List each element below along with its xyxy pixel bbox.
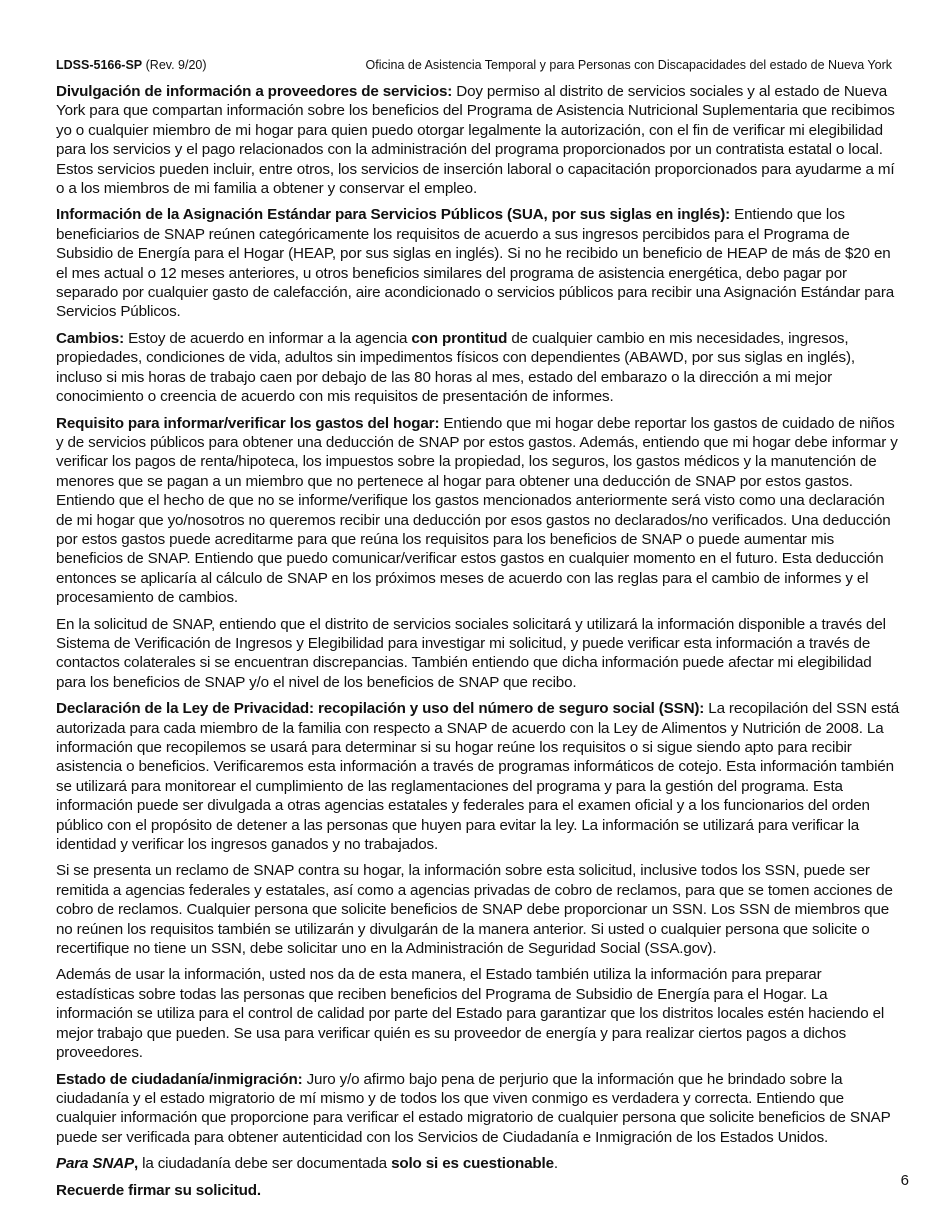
changes-heading: Cambios: [56,329,124,347]
disclosure-heading: Divulgación de información a proveedores de servicios: [56,83,453,100]
form-identifier [56,57,207,73]
statistics-paragraph: Además de usar la información, usted nos da de esta manera, el Estado también utiliza la información para preparar estadísticas sobre todas las personas que reciben beneficios del Programa de Subsidio de Energía para el Hogar. La información se utiliza para el control de calidad por parte del Estado para garantizar que los distritos locales estén haciendo el mejor trabajo que pueden. Se usa para verificar quién es su proveedor de energía y para realizar ciertos pagos a dichos proveedores. [56,966,885,1062]
changes-paragraph [56,329,902,407]
disclosure-paragraph [56,82,902,198]
snap-note-paragraph [56,1154,902,1173]
snap-note-text: la ciudadanía debe ser documentada [138,1155,392,1173]
changes-text-start: Estoy de acuerdo en informar a la agencia [124,329,412,347]
document-body [56,82,902,1207]
citizenship-heading: Estado de ciudadanía/inmigración: [56,1070,303,1088]
snap-note-lead-text: Para SNAP [56,1155,134,1173]
agency-name: Oficina de Asistencia Temporal y para Personas con Discapacidades del estado de Nueva York [365,58,892,72]
household-expenses-heading: Requisito para informar/verificar los gastos del hogar: [56,414,440,432]
disclosure-text: Doy permiso al distrito de servicios sociales y al estado de Nueva York para que compartan información sobre los beneficios del Programa de Asistencia Nutricional Suplementaria que recibimos yo o cualquier miembro de mi hogar para quien puedo otorgar legalmente la autorización, con el fin de verificar mi elegibilidad para los servicios y el pago relacionados con la administración del programa proporcionados por un contratista estatal o local. Estos servicios pueden incluir, entre otros, los servicios de inserción laboral o capacitación proporcionados para ayudarme a mí o a los miembros de mi familia a obtener y conservar el empleo. [56,83,895,198]
verification-paragraph: En la solicitud de SNAP, entiendo que el distrito de servicios sociales solicitará y utilizará la información disponible a través del Sistema de Verificación de Ingresos y Elegibilidad para investigar mi solicitud, y puede verificar esta información a través de contactos colaterales si se encuentran discrepancias. También entiendo que dicha información puede afectar mi elegibilidad para los beneficios de SNAP y/o el nivel de los beneficios de SNAP que recibo. [56,615,886,691]
page-number: 6 [900,1172,909,1189]
household-expenses-text: Entiendo que mi hogar debe reportar los gastos de cuidado de niños y de servicios públicos para obtener una deducción de SNAP por estos gastos. Además, entiendo que mi hogar debe informar y verificar los pagos de renta/hipoteca, los impuestos sobre la propiedad, los seguros, los gastos médicos y la manutención de menores que se pagan a un miembro que no pertenece al hogar para obtener una deducción de SNAP por estos gastos. Entiendo que el hecho de que no se informe/verifique los gastos mencionados anteriormente será visto como una declaración de mi hogar que yo/nosotros no queremos recibir una deducción por esos gastos no declarados/no verificados. Una deducción por estos gastos puede acreditarme para que reúna los requisitos para los beneficios de SNAP o puede aumentar mis beneficios de SNAP. Entiendo que puedo comunicar/verificar estos gastos en cualquier momento en el futuro. Esta deducción entonces se aplicaría al cálculo de SNAP en los próximos meses de acuerdo con las reglas para el cambio de informes y el procesamiento de cambios. [56,414,898,607]
changes-emphasis: con prontitud [411,329,508,347]
snap-note-lead [56,1155,138,1172]
sua-heading: Información de la Asignación Estándar para Servicios Públicos (SUA, por sus siglas en inglés): [56,206,731,224]
claims-paragraph: Si se presenta un reclamo de SNAP contra su hogar, la información sobre esta solicitud, inclusive todos los SSN, puede ser remitida a agencias federales y estatales, así como a agencias privadas de cobro de reclamos, para que se tomen acciones de cobro de reclamos. Cualquier persona que solicite beneficios de SNAP debe proporcionar un SSN. Los SSN de miembros que no reúnen los requisitos también se utilizarán y divulgarán de la manera anterior. Si usted o cualquier persona que solicite o recertifique no tiene un SSN, debe solicitar uno en la Administración de Seguridad Social (SSA.gov). [56,862,893,958]
sua-paragraph [56,205,902,321]
privacy-text: La recopilación del SSN está autorizada para cada miembro de la familia con respecto a SNAP de acuerdo con la Ley de Alimentos y Nutrición de 2008. La información que recopilemos se usará para determinar si su hogar reúne los requisitos o si sigue siendo apto para recibir asistencia o beneficios. Verificaremos esta información a través de programas informáticos de cotejo. Esta información también se utilizará para monitorear el cumplimiento de las reglamentaciones del programa y para la gestión del programa. Esta información puede ser divulgada a otras agencias estatales y federales para el examen oficial y a los funcionarios del orden público con el propósito de detener a las personas que huyen para evitar la ley. La información se utilizará para verificar la identidad y verificar los ingresos ganados y no trabajados. [56,700,900,854]
page-header [56,57,892,73]
snap-note-end: . [553,1155,558,1173]
sign-reminder-paragraph [56,1181,902,1200]
citizenship-text: Juro y/o afirmo bajo pena de perjurio que la información que he brindado sobre la ciudadanía y el estado migratorio de mí mismo y de todos los que viven conmigo es verdadera y correcta. Entiendo que cualquier información que proporcione para verificar el estado migratorio de cualquier persona que solicite beneficios de SNAP puede ser verificada para obtener autenticidad con los Servicios de Ciudadanía e Inmigración de los Estados Unidos. [56,1070,891,1146]
household-expenses-paragraph [56,414,902,608]
snap-note-comma: , [134,1155,139,1173]
form-number: LDSS-5166-SP [56,58,143,72]
sign-reminder: Recuerde firmar su solicitud. [56,1181,261,1199]
privacy-heading: Declaración de la Ley de Privacidad: recopilación y uso del número de seguro social (SSN): [56,700,705,718]
citizenship-paragraph [56,1070,902,1148]
changes-text-end: de cualquier cambio en mis necesidades, ingresos, propiedades, condiciones de vida, adultos sin impedimentos físicos con dependientes (ABAWD, por sus siglas en inglés), incluso si mis horas de trabajo caen por debajo de las 80 horas al mes, estado del embarazo o la dirección a mi mejor conocimiento o creencia de acuerdo con mis requisitos de presentación de informes. [56,329,855,406]
sua-text: Entiendo que los beneficiarios de SNAP reúnen categóricamente los requisitos de acuerdo a sus ingresos percibidos para el Programa de Subsidio de Energía para el Hogar (HEAP, por sus siglas en inglés). Si no he recibido un beneficio de HEAP de más de $20 en el mes actual o 12 meses anteriores, u otros beneficios similares del programa de asistencia energética, debo pagar por separado por cualquier gasto de calefacción, aire acondicionado o servicios públicos para recibir una Asignación Estándar para Servicios Públicos. [56,206,895,321]
form-revision: (Rev. 9/20) [145,58,207,72]
snap-note-emphasis: solo si es cuestionable [391,1155,554,1173]
privacy-paragraph [56,699,902,854]
